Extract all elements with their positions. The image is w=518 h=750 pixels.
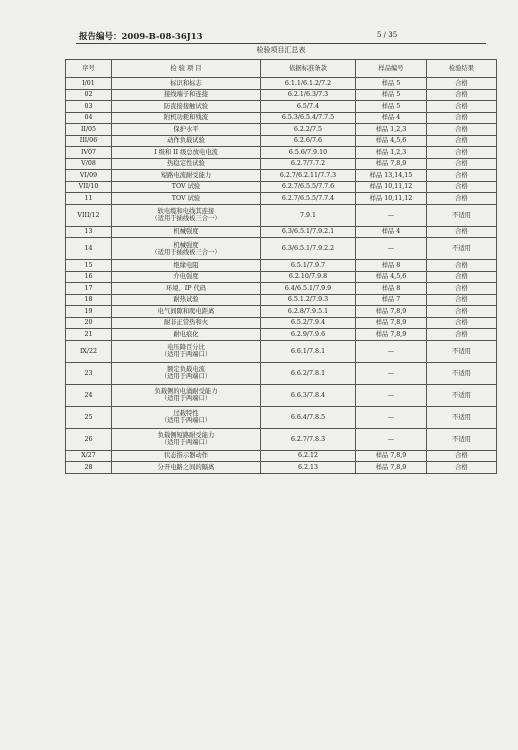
- row-number-cell: VI/09: [66, 170, 112, 182]
- test-item-name: 接线端子和连接: [163, 91, 209, 99]
- test-result-cell: 不适用: [427, 428, 497, 450]
- column-header-item: 检 验 项 目: [112, 60, 261, 78]
- test-item-cell: [112, 462, 261, 474]
- sample-number-cell: 样品 13,14,15: [356, 170, 427, 182]
- test-result-cell: 合格: [427, 294, 497, 306]
- table-row: [66, 260, 497, 272]
- standard-clause-cell: 6.5/7.4: [261, 101, 356, 113]
- test-item-name: 软电缆和电线其连接: [157, 208, 215, 215]
- test-result-cell: 不适用: [427, 406, 497, 428]
- table-row: [66, 226, 497, 238]
- test-result-cell: 合格: [427, 226, 497, 238]
- standard-clause-cell: 6.6.1/7.8.1: [261, 340, 356, 362]
- test-item-name: 机械强度: [173, 228, 199, 236]
- sample-number-cell: 样品 4: [356, 226, 427, 238]
- sample-number-cell: 样品 1,2,3: [356, 147, 427, 159]
- test-item-name: 耐热试验: [173, 296, 199, 304]
- sample-number-cell: 样品 7,8,9: [356, 158, 427, 170]
- test-item-name: 电气间隙和爬电距离: [157, 307, 215, 315]
- table-header-row: [66, 60, 497, 78]
- standard-clause-cell: 6.5.3/6.5.4/7.7.5: [261, 112, 356, 124]
- test-result-cell: 合格: [427, 317, 497, 329]
- test-item-cell: [112, 294, 261, 306]
- standard-clause-cell: 6.4/6.5.1/7.9.9: [261, 283, 356, 295]
- test-item-name: 过载特性: [173, 410, 199, 417]
- row-number-cell: 11: [66, 193, 112, 205]
- page-number: 5 / 35: [377, 31, 398, 39]
- standard-clause-cell: 6.2.7/6.2.11/7.7.3: [261, 170, 356, 182]
- sample-number-cell: 样品 4,5,6: [356, 135, 427, 147]
- row-number-cell: 04: [66, 112, 112, 124]
- test-item-note: （适用于插线板三合一）: [151, 215, 221, 222]
- test-item-name: 负载侧短路耐受能力: [157, 432, 215, 439]
- row-number-cell: 16: [66, 271, 112, 283]
- test-item-cell: [112, 89, 261, 101]
- sample-number-cell: 样品 7,8,9: [356, 329, 427, 341]
- table-row: [66, 450, 497, 462]
- standard-clause-cell: 6.3/6.5.1/7.9.2.1: [261, 226, 356, 238]
- table-row: [66, 462, 497, 474]
- test-item-cell: [112, 271, 261, 283]
- test-item-cell: [112, 329, 261, 341]
- test-result-cell: 合格: [427, 283, 497, 295]
- table-row: [66, 89, 497, 101]
- row-number-cell: VIII/12: [66, 204, 112, 226]
- row-number-cell: III/06: [66, 135, 112, 147]
- test-item-cell: [112, 428, 261, 450]
- test-item-name: I 级和 II 级总放电电流: [154, 148, 218, 156]
- table-row: [66, 294, 497, 306]
- test-result-cell: 合格: [427, 147, 497, 159]
- standard-clause-cell: 7.9.1: [261, 204, 356, 226]
- row-number-cell: 15: [66, 260, 112, 272]
- test-item-note: （适用于两端口）: [160, 351, 212, 358]
- test-item-cell: [112, 306, 261, 318]
- standard-clause-cell: 6.6.3/7.8.4: [261, 384, 356, 406]
- test-item-name: 耐电痕化: [173, 330, 199, 338]
- standard-clause-cell: 6.2.7/7.8.3: [261, 428, 356, 450]
- test-item-cell: [112, 450, 261, 462]
- test-item-name: 分开电路之间的隔离: [157, 463, 215, 471]
- row-number-cell: II/05: [66, 124, 112, 136]
- test-result-cell: 不适用: [427, 238, 497, 260]
- table-title: 检验项目汇总表: [256, 46, 306, 54]
- test-item-name: TOV 试验: [171, 183, 201, 191]
- sample-number-cell: 样品 7,8,9: [356, 306, 427, 318]
- sample-number-cell: —: [356, 406, 427, 428]
- test-item-name: 电压降百分比: [167, 344, 205, 351]
- standard-clause-cell: 6.2.10/7.9.8: [261, 271, 356, 283]
- test-item-note: （适用于插线板三合一）: [151, 248, 221, 256]
- report-number: 报告编号：2009-B-08-36J13: [79, 32, 203, 42]
- test-result-cell: 合格: [427, 170, 497, 182]
- table-body: [66, 78, 497, 474]
- test-item-name: 短路电流耐受能力: [160, 171, 212, 179]
- test-item-name: TOV 试验: [171, 194, 201, 202]
- row-number-cell: IX/22: [66, 340, 112, 362]
- test-item-cell: [112, 78, 261, 90]
- table-row: [66, 193, 497, 205]
- table-row: [66, 406, 497, 428]
- test-result-cell: 不适用: [427, 340, 497, 362]
- sample-number-cell: 样品 8: [356, 283, 427, 295]
- test-item-name: 额定负载电流: [167, 366, 205, 373]
- sample-number-cell: 样品 4: [356, 112, 427, 124]
- row-number-cell: 13: [66, 226, 112, 238]
- test-item-cell: [112, 317, 261, 329]
- table-row: [66, 238, 497, 260]
- sample-number-cell: 样品 10,11,12: [356, 193, 427, 205]
- row-number-cell: 25: [66, 406, 112, 428]
- standard-clause-cell: 6.2.7/7.7.2: [261, 158, 356, 170]
- table-row: [66, 204, 497, 226]
- test-result-cell: 合格: [427, 271, 497, 283]
- table-row: [66, 147, 497, 159]
- table-row: [66, 170, 497, 182]
- test-result-cell: 不适用: [427, 362, 497, 384]
- table-row: [66, 181, 497, 193]
- test-item-cell: [112, 340, 261, 362]
- row-number-cell: 26: [66, 428, 112, 450]
- sample-number-cell: —: [356, 384, 427, 406]
- row-number-cell: 18: [66, 294, 112, 306]
- test-result-cell: 合格: [427, 78, 497, 90]
- standard-clause-cell: 6.5.2/7.9.4: [261, 317, 356, 329]
- row-number-cell: IV07: [66, 147, 112, 159]
- test-result-cell: 合格: [427, 112, 497, 124]
- standard-clause-cell: 6.2.2/7.5: [261, 124, 356, 136]
- test-result-cell: 合格: [427, 329, 497, 341]
- sample-number-cell: 样品 7,8,9: [356, 317, 427, 329]
- table-row: [66, 112, 497, 124]
- column-header-number: 序号: [66, 60, 112, 78]
- standard-clause-cell: 6.2.6/7.6: [261, 135, 356, 147]
- test-item-name: 附机功耗和残流: [163, 114, 209, 122]
- test-item-name: 状态指示器动作: [163, 452, 209, 460]
- test-item-cell: [112, 238, 261, 260]
- column-header-result: 检验结果: [427, 60, 497, 78]
- test-item-name: 机械强度: [173, 241, 199, 249]
- sample-number-cell: 样品 5: [356, 101, 427, 113]
- sample-number-cell: 样品 7,8,9: [356, 450, 427, 462]
- sample-number-cell: 样品 4,5,6: [356, 271, 427, 283]
- test-item-cell: [112, 193, 261, 205]
- test-item-cell: [112, 147, 261, 159]
- sample-number-cell: 样品 7,8,9: [356, 462, 427, 474]
- row-number-cell: 02: [66, 89, 112, 101]
- test-item-cell: [112, 170, 261, 182]
- test-item-cell: [112, 204, 261, 226]
- sample-number-cell: 样品 1,2,3: [356, 124, 427, 136]
- row-number-cell: V/08: [66, 158, 112, 170]
- inspection-summary-table: [65, 59, 497, 474]
- sample-number-cell: 样品 8: [356, 260, 427, 272]
- column-header-sample: 样品编号: [356, 60, 427, 78]
- standard-clause-cell: 6.2.7/6.5.5/7.7.4: [261, 193, 356, 205]
- table-row: [66, 428, 497, 450]
- row-number-cell: X/27: [66, 450, 112, 462]
- sample-number-cell: 样品 7: [356, 294, 427, 306]
- standard-clause-cell: 6.6.2/7.8.1: [261, 362, 356, 384]
- test-item-note: （适用于两端口）: [160, 395, 212, 402]
- standard-clause-cell: 6.2.7/6.5.5/7.7.6: [261, 181, 356, 193]
- table-row: [66, 362, 497, 384]
- sample-number-cell: 样品 5: [356, 89, 427, 101]
- test-result-cell: 合格: [427, 260, 497, 272]
- row-number-cell: 24: [66, 384, 112, 406]
- test-result-cell: 合格: [427, 135, 497, 147]
- test-item-name: 热稳定性试验: [167, 160, 205, 168]
- sample-number-cell: —: [356, 362, 427, 384]
- column-header-clause: 依据标准条款: [261, 60, 356, 78]
- test-result-cell: 合格: [427, 450, 497, 462]
- test-result-cell: 合格: [427, 193, 497, 205]
- sample-number-cell: 样品 10,11,12: [356, 181, 427, 193]
- table-row: [66, 340, 497, 362]
- row-number-cell: 19: [66, 306, 112, 318]
- test-item-name: 负载侧的电涌耐受能力: [154, 388, 218, 395]
- row-number-cell: 03: [66, 101, 112, 113]
- standard-clause-cell: 6.5.1.2/7.9.3: [261, 294, 356, 306]
- row-number-cell: 28: [66, 462, 112, 474]
- row-number-cell: 17: [66, 283, 112, 295]
- sample-number-cell: —: [356, 238, 427, 260]
- test-item-note: （适用于两端口）: [160, 417, 212, 424]
- test-item-name: 标识和标志: [170, 79, 202, 87]
- test-item-cell: [112, 158, 261, 170]
- test-item-name: 耐非正常热和火: [163, 319, 209, 327]
- standard-clause-cell: 6.2.13: [261, 462, 356, 474]
- row-number-cell: 14: [66, 238, 112, 260]
- test-item-name: 介电强度: [173, 273, 199, 281]
- test-item-cell: [112, 384, 261, 406]
- test-item-cell: [112, 283, 261, 295]
- table-row: [66, 306, 497, 318]
- standard-clause-cell: 6.1.1/6.1.2/7.2: [261, 78, 356, 90]
- table-row: [66, 135, 497, 147]
- test-item-cell: [112, 226, 261, 238]
- table-row: [66, 124, 497, 136]
- standard-clause-cell: 6.5.1/7.9.7: [261, 260, 356, 272]
- table-row: [66, 78, 497, 90]
- test-item-name: 动作负载试验: [167, 137, 205, 145]
- table-row: [66, 101, 497, 113]
- table-row: [66, 158, 497, 170]
- test-item-note: （适用于两端口）: [160, 439, 212, 446]
- table-row: [66, 317, 497, 329]
- test-item-name: 绝缘电阻: [173, 261, 199, 269]
- test-result-cell: 合格: [427, 158, 497, 170]
- table-row: [66, 384, 497, 406]
- standard-clause-cell: 6.2.8/7.9.5.1: [261, 306, 356, 318]
- sample-number-cell: 样品 5: [356, 78, 427, 90]
- test-result-cell: 合格: [427, 306, 497, 318]
- table-row: [66, 271, 497, 283]
- standard-clause-cell: 6.6.4/7.8.5: [261, 406, 356, 428]
- test-result-cell: 不适用: [427, 204, 497, 226]
- test-result-cell: 不适用: [427, 384, 497, 406]
- standard-clause-cell: 6.3/6.5.1/7.9.2.2: [261, 238, 356, 260]
- test-item-name: 环境、IP 代码: [165, 284, 207, 292]
- test-item-note: （适用于两端口）: [160, 373, 212, 380]
- test-item-name: 保护水平: [173, 125, 199, 133]
- row-number-cell: I/01: [66, 78, 112, 90]
- test-result-cell: 合格: [427, 181, 497, 193]
- test-item-cell: [112, 135, 261, 147]
- header-divider: [76, 43, 486, 44]
- test-result-cell: 合格: [427, 462, 497, 474]
- standard-clause-cell: 6.2.1/6.3/7.3: [261, 89, 356, 101]
- sample-number-cell: —: [356, 204, 427, 226]
- test-item-cell: [112, 260, 261, 272]
- test-result-cell: 合格: [427, 101, 497, 113]
- test-item-cell: [112, 124, 261, 136]
- sample-number-cell: —: [356, 340, 427, 362]
- standard-clause-cell: 6.2.9/7.9.6: [261, 329, 356, 341]
- test-item-cell: [112, 112, 261, 124]
- table-row: [66, 283, 497, 295]
- test-item-cell: [112, 362, 261, 384]
- standard-clause-cell: 6.5.6/7.9.10: [261, 147, 356, 159]
- sample-number-cell: —: [356, 428, 427, 450]
- standard-clause-cell: 6.2.12: [261, 450, 356, 462]
- row-number-cell: VII/10: [66, 181, 112, 193]
- row-number-cell: 20: [66, 317, 112, 329]
- test-result-cell: 合格: [427, 89, 497, 101]
- test-item-cell: [112, 181, 261, 193]
- test-item-cell: [112, 101, 261, 113]
- test-item-cell: [112, 406, 261, 428]
- row-number-cell: 23: [66, 362, 112, 384]
- test-result-cell: 合格: [427, 124, 497, 136]
- table-row: [66, 329, 497, 341]
- row-number-cell: 21: [66, 329, 112, 341]
- test-item-name: 防直接接触试验: [163, 102, 209, 110]
